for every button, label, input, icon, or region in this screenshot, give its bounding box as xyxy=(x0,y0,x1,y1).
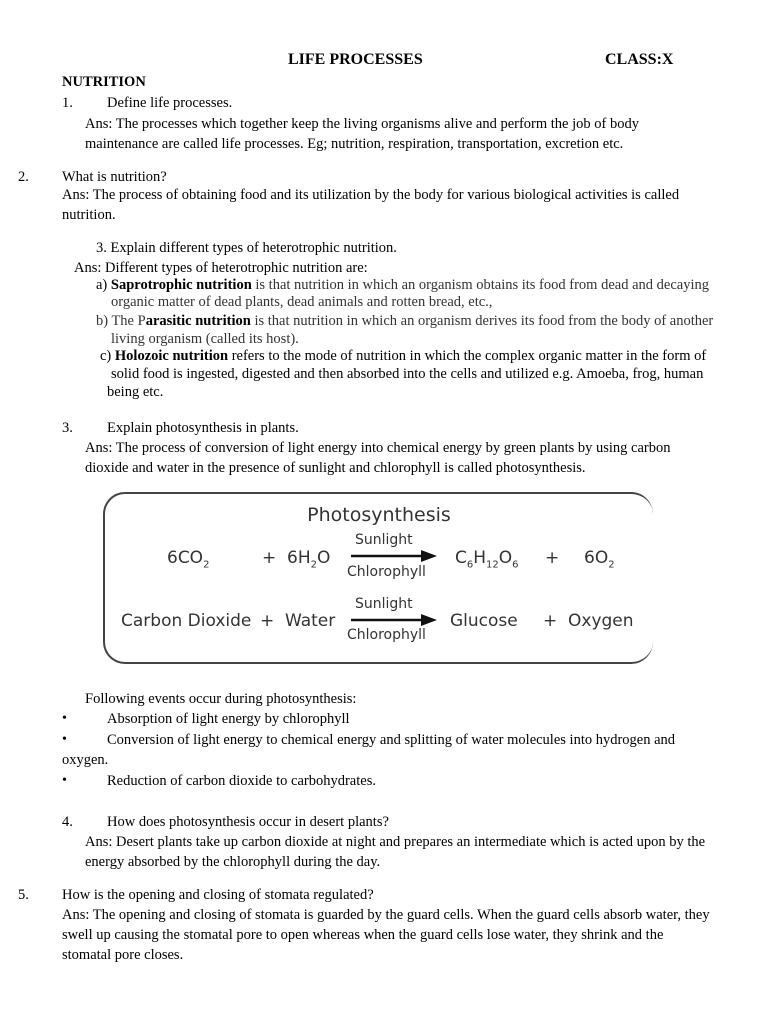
q3a-item-c-prefix: c) xyxy=(100,348,112,364)
q3a-item-b-rest: is that nutrition in which an organism derives its food from the body of another xyxy=(254,313,714,329)
word-carbon-dioxide: Carbon Dioxide xyxy=(121,611,252,631)
q2-question: What is nutrition? xyxy=(62,169,167,185)
bullet-icon: • xyxy=(62,711,67,726)
q3a-item-a-term: Saprotrophic nutrition xyxy=(110,277,252,293)
q2-number: 2. xyxy=(18,169,29,185)
q1-question: Define life processes. xyxy=(107,95,233,111)
q3a-question: 3. Explain different types of heterotrophic nutrition. xyxy=(96,240,397,256)
q1-number: 1. xyxy=(62,95,73,111)
event-item-1: Absorption of light energy by chlorophyll xyxy=(107,711,350,727)
word-chlorophyll: Chlorophyll xyxy=(347,627,426,643)
q3b-answer-line1: Ans: The process of conversion of light energy into chemical energy by green plants by using carbon xyxy=(85,440,671,456)
formula-plus-1: + xyxy=(262,548,277,568)
q3a-answer-intro: Ans: Different types of heterotrophic nutrition are: xyxy=(74,260,368,276)
word-water: Water xyxy=(285,611,336,631)
section-heading: NUTRITION xyxy=(62,74,146,90)
q1-answer-line2: maintenance are called life processes. Eg; nutrition, respiration, transportation, excretion etc. xyxy=(85,136,624,152)
word-glucose: Glucose xyxy=(450,611,518,631)
formula-plus-2: + xyxy=(545,548,560,568)
diagram-title: Photosynthesis xyxy=(307,504,451,526)
q5-answer-line2: swell up causing the stomatal pore to open whereas when the guard cells lose water, they shrink and the xyxy=(62,927,664,943)
q3a-item-b-term: arasitic nutrition xyxy=(145,313,251,329)
q4-question: How does photosynthesis occur in desert plants? xyxy=(107,814,389,830)
formula-co2: $6CO_2$ xyxy=(167,548,210,571)
photosynthesis-diagram xyxy=(103,492,653,664)
q3a-item-c-term: Holozoic nutrition xyxy=(114,348,229,364)
q3a-item-b-prefix: b) The P xyxy=(96,313,146,329)
word-arrow-icon xyxy=(351,613,437,627)
q3a-item-c-line3: being etc. xyxy=(107,384,164,400)
q3a-item-b xyxy=(96,311,713,331)
q3b-question: Explain photosynthesis in plants. xyxy=(107,420,299,436)
q3a-item-b-line2: living organism (called its host). xyxy=(111,331,299,347)
q4-number: 4. xyxy=(62,814,73,830)
q3a-item-a-prefix: a) xyxy=(96,277,108,293)
page-title: LIFE PROCESSES xyxy=(288,51,423,68)
bullet-icon: • xyxy=(62,732,67,747)
formula-chlorophyll: Chlorophyll xyxy=(347,564,426,580)
formula-h2o: $6H_2O$ xyxy=(287,548,331,571)
bullet-icon: • xyxy=(62,773,67,788)
q3a-item-c-line2: solid food is ingested, digested and then absorbed into the cells and utilized e.g. Amoeba, frog, human xyxy=(111,366,704,382)
formula-arrow-icon xyxy=(351,549,437,563)
q5-answer-line1: Ans: The opening and closing of stomata is guarded by the guard cells. When the guard cells absorb water, they xyxy=(62,907,710,923)
word-plus-1: + xyxy=(260,611,275,631)
q3a-item-c xyxy=(100,346,706,366)
q3a-item-c-rest: refers to the mode of nutrition in which the complex organic matter in the form of xyxy=(231,348,707,364)
class-label: CLASS:X xyxy=(605,51,674,68)
q3a-item-a-rest: is that nutrition in which an organism obtains its food from dead and decaying xyxy=(255,277,709,293)
formula-glucose: $C_6H_{12}O_6$ xyxy=(455,548,519,571)
q3a-item-a-line2: organic matter of dead plants, dead animals and rotten bread, etc., xyxy=(111,294,493,310)
q3b-number: 3. xyxy=(62,420,73,436)
events-intro: Following events occur during photosynthesis: xyxy=(85,691,357,707)
event-item-3: Reduction of carbon dioxide to carbohydrates. xyxy=(107,773,376,789)
q5-question: How is the opening and closing of stomata regulated? xyxy=(62,887,374,903)
q3b-answer-line2: dioxide and water in the presence of sunlight and chlorophyll is called photosynthesis. xyxy=(85,460,586,476)
formula-sunlight: Sunlight xyxy=(355,532,413,548)
q2-answer-line2: nutrition. xyxy=(62,207,116,223)
q5-number: 5. xyxy=(18,887,29,903)
q4-answer-line1: Ans: Desert plants take up carbon dioxide at night and prepares an intermediate which is acted upon by the xyxy=(85,834,706,850)
event-item-2-line1: Conversion of light energy to chemical energy and splitting of water molecules into hydrogen and xyxy=(107,732,676,748)
word-oxygen: Oxygen xyxy=(568,611,634,631)
q2-answer-line1: Ans: The process of obtaining food and its utilization by the body for various biological activities is called xyxy=(62,187,680,203)
word-sunlight: Sunlight xyxy=(355,596,413,612)
q4-answer-line2: energy absorbed by the chlorophyll during the day. xyxy=(85,854,381,870)
word-plus-2: + xyxy=(543,611,558,631)
q1-answer-line1: Ans: The processes which together keep the living organisms alive and perform the job of body xyxy=(85,116,639,132)
event-item-2-line2: oxygen. xyxy=(62,752,109,768)
formula-o2: $6O_2$ xyxy=(584,548,615,571)
q5-answer-line3: stomatal pore closes. xyxy=(62,947,184,963)
